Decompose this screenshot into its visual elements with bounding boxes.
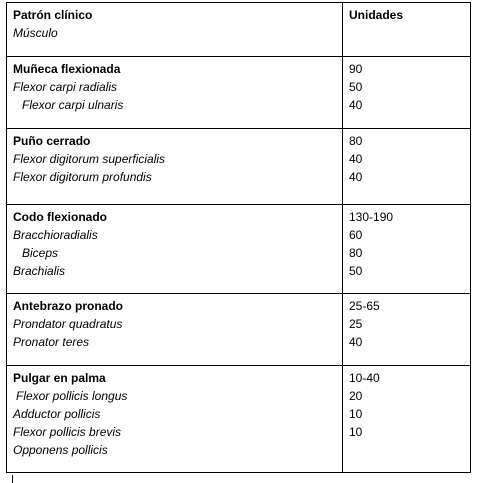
pattern-cell (7, 57, 343, 129)
muscle-name: Opponens pollicis (13, 443, 108, 457)
muscle-units: 10 (349, 425, 363, 439)
table-row (7, 57, 471, 129)
pattern-cell (7, 129, 343, 205)
muscle-name: Flexor carpi radialis (13, 80, 118, 94)
table-header-row (7, 3, 471, 57)
pattern-name: Pulgar en palma (13, 371, 106, 385)
pattern-name: Codo flexionado (13, 210, 107, 224)
muscle-units: 40 (349, 152, 363, 166)
table-row (7, 129, 471, 205)
muscle-units: 40 (349, 335, 363, 349)
pattern-units: 90 (349, 62, 363, 76)
units-cell (343, 57, 471, 129)
muscle-units: 10 (349, 407, 363, 421)
muscle-name: Flexor pollicis longus (16, 389, 128, 403)
units-cell (343, 205, 471, 294)
muscle-name: Brachialis (13, 264, 66, 278)
muscle-units: 40 (349, 170, 363, 184)
table-row (7, 205, 471, 294)
units-cell (343, 294, 471, 366)
muscle-units (349, 441, 464, 459)
header-pattern-label: Patrón clínico (13, 8, 93, 22)
muscle-name: Flexor pollicis brevis (13, 425, 122, 439)
units-cell (343, 129, 471, 205)
pattern-cell (7, 366, 343, 473)
pattern-units: 25-65 (349, 299, 380, 313)
pattern-units: 80 (349, 134, 363, 148)
muscle-units: 50 (349, 80, 363, 94)
muscle-units: 40 (349, 98, 363, 112)
table-row (7, 366, 471, 473)
muscle-name: Pronator teres (13, 335, 90, 349)
pattern-name: Puño cerrado (13, 134, 91, 148)
text-cursor (12, 475, 13, 483)
muscle-units: 20 (349, 389, 363, 403)
pattern-name: Muñeca flexionada (13, 62, 121, 76)
muscle-name: Bracchioradialis (13, 228, 98, 242)
pattern-units: 130-190 (349, 210, 394, 224)
pattern-cell (7, 205, 343, 294)
units-cell (343, 366, 471, 473)
muscle-name: Prondator quadratus (13, 317, 123, 331)
pattern-name: Antebrazo pronado (13, 299, 123, 313)
muscle-name: Flexor digitorum superficialis (13, 152, 166, 166)
muscle-units: 80 (349, 246, 363, 260)
header-muscle-label: Músculo (13, 26, 58, 40)
muscle-name: Flexor carpi ulnaris (22, 98, 124, 112)
table-row (7, 294, 471, 366)
pattern-units: 10-40 (349, 371, 380, 385)
muscle-name: Biceps (22, 246, 59, 260)
header-units-label: Unidades (349, 8, 404, 22)
muscle-name: Flexor digitorum profundis (13, 170, 152, 184)
muscle-units: 60 (349, 228, 363, 242)
header-cell-units (343, 3, 471, 57)
muscle-units: 25 (349, 317, 363, 331)
pattern-cell (7, 294, 343, 366)
muscle-name: Adductor pollicis (13, 407, 101, 421)
clinical-pattern-table (6, 2, 471, 473)
muscle-units: 50 (349, 264, 363, 278)
header-cell-pattern (7, 3, 343, 57)
